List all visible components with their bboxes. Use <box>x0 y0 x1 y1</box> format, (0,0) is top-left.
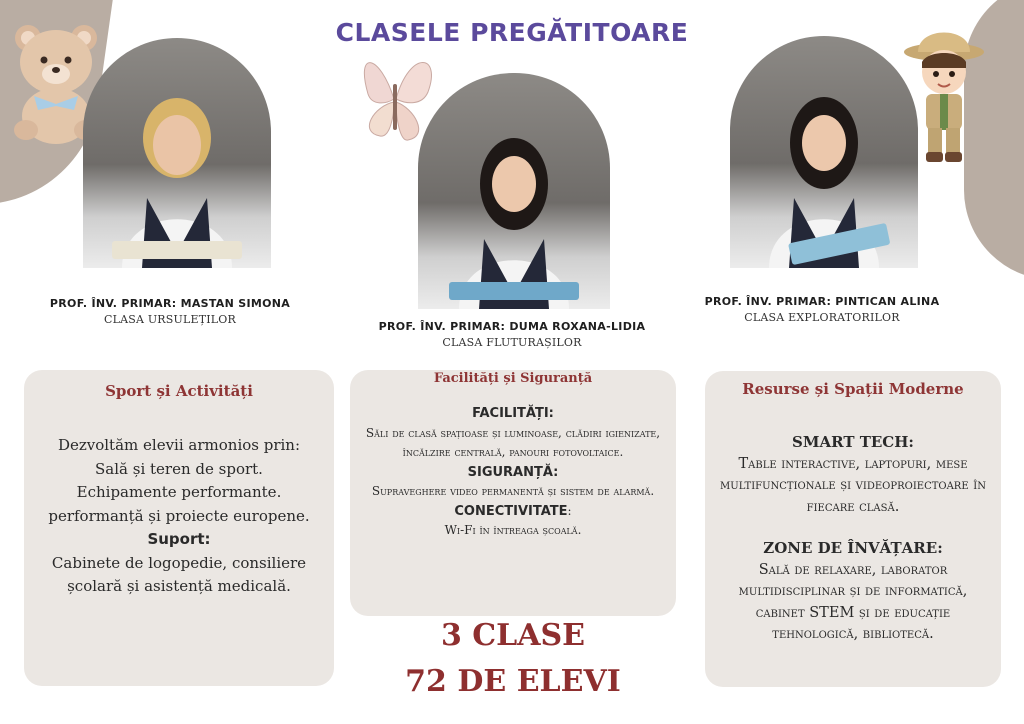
teacher-name: PROF. ÎNV. PRIMAR: MASTAN SIMONA <box>49 297 291 310</box>
connectivity-heading: CONECTIVITATE <box>454 503 568 519</box>
teacher-portrait-2 <box>439 134 589 309</box>
teacher-caption-2 <box>370 320 654 349</box>
connectivity-line: CONECTIVITATE: <box>454 503 572 519</box>
card-line: Sală și teren de sport. <box>95 459 263 478</box>
teacher-class: CLASA URSULEȚILOR <box>103 313 237 326</box>
students-count: 72 DE ELEVI <box>405 664 621 699</box>
facilities-safety-card <box>350 370 676 616</box>
safety-heading: SIGURANȚĂ: <box>467 464 559 480</box>
teacher-class: CLASA FLUTURAȘILOR <box>442 336 582 349</box>
spacer <box>717 518 989 538</box>
learning-zones-heading: ZONE DE ÎNVĂȚARE: <box>763 539 943 557</box>
smart-tech-heading: SMART TECH: <box>792 433 914 451</box>
facilities-heading: FACILITĂȚI: <box>472 406 554 421</box>
card-body <box>350 404 676 541</box>
teacher-class: CLASA EXPLORATORILOR <box>744 311 900 324</box>
teacher-caption-1 <box>40 297 300 326</box>
teacher-photo-1 <box>83 38 271 268</box>
card-line: performanță și proiecte europene. <box>48 506 310 525</box>
teacher-portrait-3 <box>749 93 899 268</box>
safety-text: Supraveghere video permanentă și sistem de alarmă. <box>371 484 655 498</box>
teacher-photo-3 <box>730 36 918 268</box>
teacher-name: PROF. ÎNV. PRIMAR: DUMA ROXANA-LIDIA <box>378 320 646 333</box>
card-line: Echipamente performante. <box>76 483 282 501</box>
card-line: Dezvoltăm elevii armonios prin: <box>57 436 301 454</box>
page-title: CLASELE PREGĂTITOARE <box>335 18 689 47</box>
support-heading: Suport: <box>147 530 211 548</box>
connectivity-text: Wi-Fi în întreaga școală. <box>444 523 582 537</box>
smart-tech-text: Table interactive, laptopuri, mese multifuncționale și videoproiectoare în fiecare clasă. <box>720 455 986 515</box>
teacher-portrait-1 <box>102 93 252 268</box>
card-title: Sport și Activități <box>105 382 253 400</box>
card-body <box>705 432 1001 646</box>
resources-spaces-card <box>705 371 1001 687</box>
learning-zones-text: Sală de relaxare, laborator multidisciplinar și de informatică, cabinet STEM și de educație tehnologică, bibliotecă. <box>738 561 968 642</box>
card-title: Resurse și Spații Moderne <box>742 380 964 398</box>
teacher-name: PROF. ÎNV. PRIMAR: PINTICAN ALINA <box>704 295 940 308</box>
card-body <box>24 434 334 599</box>
sport-activities-card <box>24 370 334 686</box>
teacher-photo-2 <box>418 73 610 309</box>
card-title: Facilități și Siguranță <box>433 371 593 386</box>
teacher-caption-3 <box>690 295 954 324</box>
facilities-text: Săli de clasă spațioase și luminoase, clădiri igienizate, încălzire centrală, panouri fotovoltaice. <box>365 425 661 459</box>
support-text: Cabinete de logopedie, consiliere școlară și asistență medicală. <box>51 553 307 595</box>
classes-count: 3 CLASE <box>440 618 586 653</box>
